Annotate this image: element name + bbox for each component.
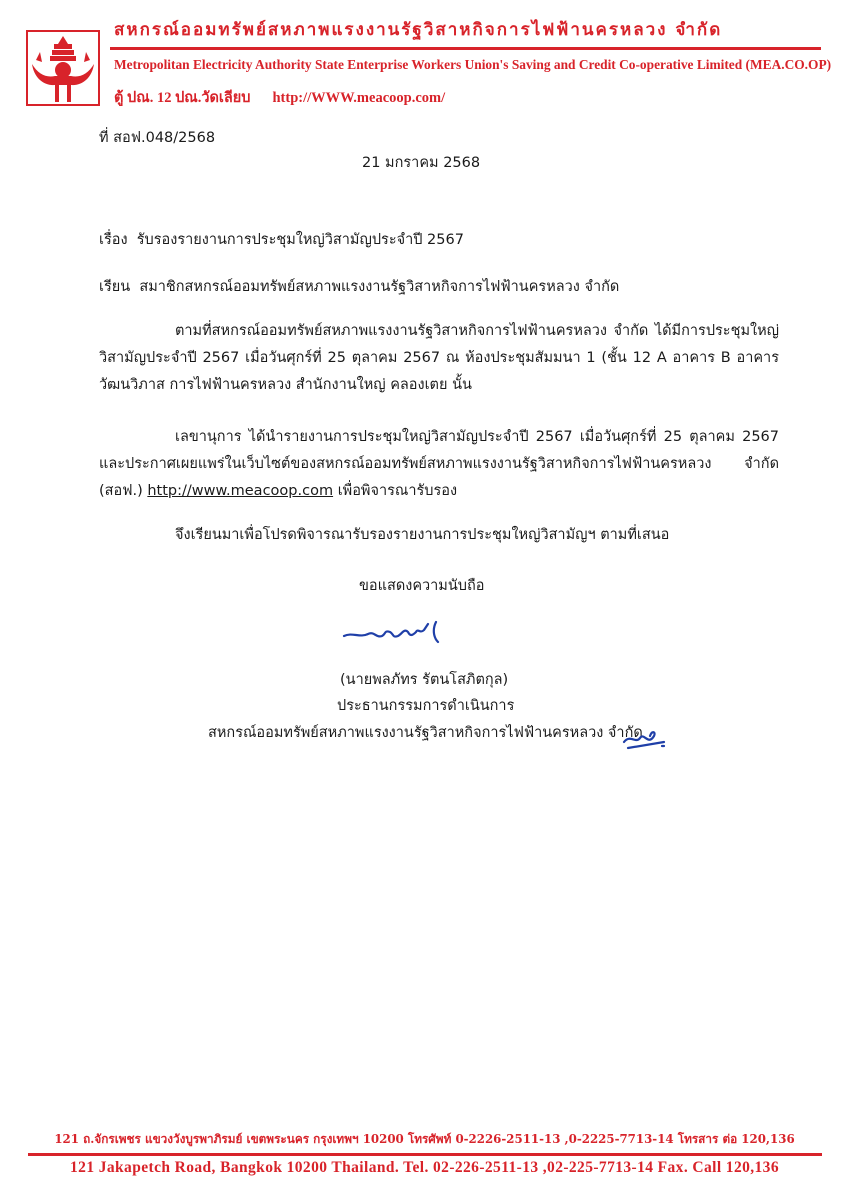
signer-title: ประธานกรรมการดำเนินการ: [337, 698, 515, 714]
subject-label: เรื่อง: [99, 232, 128, 248]
body-paragraph-1: ตามที่สหกรณ์ออมทรัพย์สหภาพแรงงานรัฐวิสาหกิจการไฟฟ้านครหลวง จำกัด ได้มีการประชุมใหญ่วิสามัญประจำปี 2567 เมื่อวันศุกร์ที่ 25 ตุลาคม 2567 ณ ห้องประชุมสัมมนา 1 (ชั้น 12 A อาคาร B อาคารวัฒนวิภาส การไฟฟ้านครหลวง สำนักงานใหญ่ คลองเตย นั้น: [99, 323, 779, 393]
letter-date: 21 มกราคม 2568: [362, 155, 481, 171]
letterhead-divider: [110, 47, 821, 50]
footer-address-thai: 121 ถ.จักรเพชร แขวงวังบูรพาภิรมย์ เขตพระนคร กรุงเทพฯ 10200 โทรศัพท์ 0-2226-2511-13 ,0-2225-7713-14 โทรสาร ต่อ 120,136: [54, 1132, 795, 1146]
coop-logo-icon: [26, 30, 100, 106]
meacoop-link[interactable]: http://www.meacoop.com: [147, 483, 334, 499]
letterhead-name-thai: สหกรณ์ออมทรัพย์สหภาพแรงงานรัฐวิสาหกิจการไฟฟ้านครหลวง จำกัด: [114, 20, 723, 40]
reference-number: ที่ สอฟ.048/2568: [99, 130, 216, 146]
subject-text: รับรองรายงานการประชุมใหญ่วิสามัญประจำปี 2567: [136, 232, 464, 248]
footer-address-english: 121 Jakapetch Road, Bangkok 10200 Thailand. Tel. 02-226-2511-13 ,02-225-7713-14 Fax. Call 120,136: [70, 1159, 779, 1176]
letterhead-name-english: Metropolitan Electricity Authority State Enterprise Workers Union's Saving and Credit Co-operative Limited (MEA.CO.OP): [114, 57, 832, 72]
handwritten-initials: [620, 722, 670, 750]
handwritten-signature: [340, 618, 450, 648]
recipient-label: เรียน: [99, 279, 131, 295]
subject-line: [99, 228, 464, 251]
request-sentence: จึงเรียนมาเพื่อโปรดพิจารณารับรองรายงานการประชุมใหญ่วิสามัญฯ ตามที่เสนอ: [175, 527, 670, 543]
signer-organization: สหกรณ์ออมทรัพย์สหภาพแรงงานรัฐวิสาหกิจการไฟฟ้านครหลวง จำกัด: [208, 725, 643, 741]
po-box: ตู้ ปณ. 12 ปณ.วัดเลียบ: [114, 90, 251, 106]
footer-divider: [28, 1153, 822, 1156]
letterhead-contact: [114, 86, 445, 109]
website-link[interactable]: http://WWW.meacoop.com/: [272, 90, 446, 106]
closing: ขอแสดงความนับถือ: [359, 578, 485, 594]
recipient-line: [99, 275, 619, 298]
recipient-text: สมาชิกสหกรณ์ออมทรัพย์สหภาพแรงงานรัฐวิสาหกิจการไฟฟ้านครหลวง จำกัด: [139, 279, 620, 295]
body-paragraph-2: เลขานุการ ได้นำรายงานการประชุมใหญ่วิสามัญประจำปี 2567 เมื่อวันศุกร์ที่ 25 ตุลาคม 2567 และประกาศเผยแพร่ในเว็บไซต์ของสหกรณ์ออมทรัพย์สหภาพแรงงานรัฐวิสาหกิจการไฟฟ้านครหลวง จำกัด (สอฟ.) http://www.meacoop.com เพื่อพิจารณารับรอง: [99, 429, 779, 499]
signer-name: (นายพลภัทร รัตนโสภิตกุล): [340, 672, 509, 688]
